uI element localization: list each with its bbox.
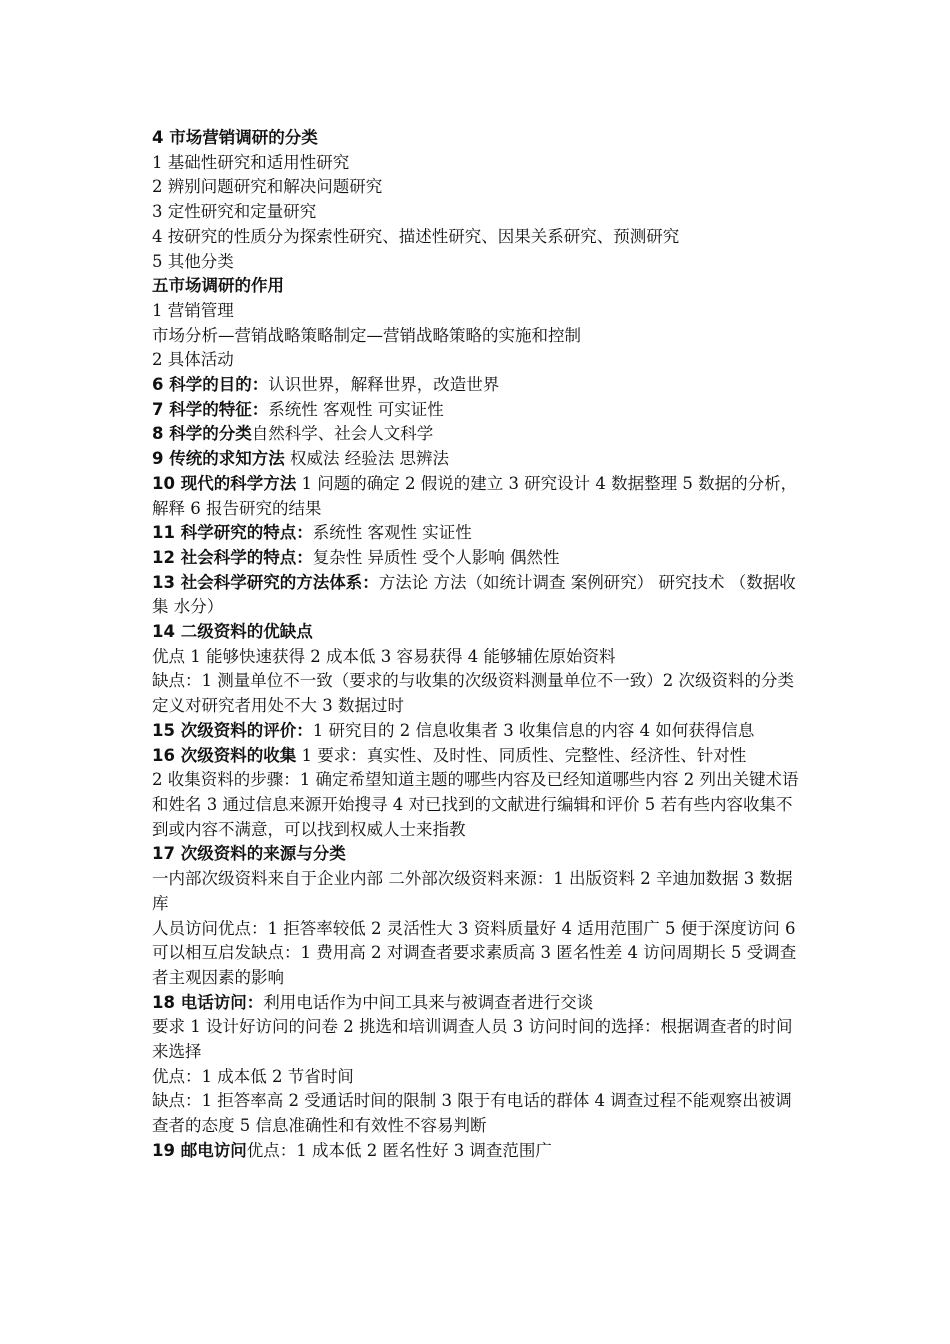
doc-line-heading: 14 二级资料的优缺点 [152, 622, 313, 642]
doc-line [152, 398, 804, 423]
doc-line-heading: 6 科学的目的： [152, 375, 269, 395]
doc-line-heading: 五市场调研的作用 [152, 276, 284, 296]
doc-line [152, 225, 804, 250]
document-body [152, 126, 804, 1164]
doc-line [152, 1015, 804, 1064]
doc-line [152, 867, 804, 916]
doc-line [152, 200, 804, 225]
doc-line-heading: 4 市场营销调研的分类 [152, 128, 318, 147]
doc-line-text: 系统性 客观性 实证性 [312, 523, 472, 543]
doc-line-text: 1 营销管理 [152, 300, 234, 320]
doc-line [152, 1089, 804, 1138]
doc-line-heading: 8 科学的分类 [152, 424, 252, 444]
doc-line-text: 缺点：1 测量单位不一致（要求的与收集的次级资料测量单位不一致）2 次级资料的分类定义对研究者用处不大 3 数据过时 [152, 671, 794, 716]
doc-line-text: 3 定性研究和定量研究 [152, 202, 317, 222]
doc-line-heading: 12 社会科学的特点： [152, 547, 313, 567]
doc-line-text: 1 研究目的 2 信息收集者 3 收集信息的内容 4 如何获得信息 [312, 720, 755, 740]
doc-line [152, 422, 804, 447]
doc-line [152, 472, 804, 521]
doc-line [152, 645, 804, 670]
doc-line-text: 2 具体活动 [152, 350, 234, 370]
doc-line [152, 719, 804, 744]
doc-line [152, 546, 804, 571]
doc-line [152, 768, 804, 842]
doc-line [152, 373, 804, 398]
doc-line [152, 324, 804, 349]
doc-line-heading: 7 科学的特征： [152, 399, 269, 419]
doc-line-heading: 15 次级资料的评价： [152, 720, 313, 740]
doc-line-text: 1 基础性研究和适用性研究 [152, 152, 350, 172]
doc-line-text: 2 收集资料的步骤：1 确定希望知道主题的哪些内容及已经知道哪些内容 2 列出关键术语和姓名 3 通过信息来源开始搜寻 4 对已找到的文献进行编辑和评价 5 若有些内容收集不到或内容不满意，可以找到权威人士来指教 [152, 770, 799, 839]
doc-line-text: 利用电话作为中间工具来与被调查者进行交谈 [263, 992, 594, 1012]
doc-line-text: 市场分析—营销战略策略制定—营销战略策略的实施和控制 [152, 325, 581, 345]
doc-line-heading: 9 传统的求知方法 [152, 449, 285, 469]
doc-line-heading: 18 电话访问： [152, 992, 264, 1012]
doc-line-text: 自然科学、社会人文科学 [251, 424, 434, 444]
doc-line [152, 250, 804, 275]
doc-line [152, 744, 804, 769]
doc-line [152, 669, 804, 718]
doc-line-heading: 19 邮电访问 [152, 1140, 247, 1160]
doc-line [152, 175, 804, 200]
doc-line-text: 2 辨别问题研究和解决问题研究 [152, 177, 383, 197]
doc-line [152, 521, 804, 546]
doc-line [152, 620, 804, 645]
doc-line-heading: 11 科学研究的特点： [152, 523, 313, 543]
doc-line-text: 认识世界，解释世界，改造世界 [268, 375, 500, 395]
doc-line [152, 126, 804, 151]
doc-line-text: 优点：1 成本低 2 匿名性好 3 调查范围广 [246, 1140, 552, 1160]
doc-line-heading: 16 次级资料的收集 [152, 745, 297, 765]
doc-line-text: 4 按研究的性质分为探索性研究、描述性研究、因果关系研究、预测研究 [152, 226, 680, 246]
doc-line [152, 571, 804, 620]
doc-line [152, 274, 804, 299]
doc-line-text: 5 其他分类 [152, 251, 234, 271]
doc-line-heading: 13 社会科学研究的方法体系： [152, 572, 379, 592]
doc-line-text: 缺点：1 拒答率高 2 受通话时间的限制 3 限于有电话的群体 4 调查过程不能观察出被调查者的态度 5 信息准确性和有效性不容易判断 [152, 1091, 792, 1136]
doc-line [152, 348, 804, 373]
doc-line-text: 优点：1 成本低 2 节省时间 [152, 1066, 354, 1086]
doc-line-text: 方法论 方法（如统计调查 案例研究） 研究技术 （数据收集 水分） [152, 572, 796, 617]
doc-line-heading: 17 次级资料的来源与分类 [152, 844, 346, 864]
doc-line-text: 要求 1 设计好访问的问卷 2 挑选和培训调查人员 3 访问时间的选择：根据调查者的时间来选择 [152, 1017, 793, 1062]
doc-line [152, 1139, 804, 1164]
doc-line [152, 151, 804, 176]
doc-line-heading: 10 现代的科学方法 [152, 473, 297, 493]
doc-line [152, 991, 804, 1016]
doc-line-text: 一内部次级资料来自于企业内部 二外部次级资料来源：1 出版资料 2 辛迪加数据 3 数据库 [152, 869, 793, 913]
doc-line [152, 917, 804, 991]
doc-line [152, 842, 804, 867]
doc-line [152, 299, 804, 324]
doc-line-text: 人员访问优点：1 拒答率较低 2 灵活性大 3 资料质量好 4 适用范围广 5 便于深度访问 6 可以相互启发缺点：1 费用高 2 对调查者要求素质高 3 匿名性差 4 访问周期长 5 受调查者主观因素的影响 [152, 918, 797, 987]
doc-line-text: 权威法 经验法 思辨法 [284, 449, 449, 469]
doc-line-text: 1 问题的确定 2 假说的建立 3 研究设计 4 数据整理 5 数据的分析，解释 6 报告研究的结果 [152, 473, 798, 518]
doc-line-text: 1 要求：真实性、及时性、同质性、完整性、经济性、针对性 [296, 745, 747, 765]
doc-line [152, 1065, 804, 1090]
doc-line-text: 系统性 客观性 可实证性 [268, 399, 444, 419]
doc-line-text: 复杂性 异质性 受个人影响 偶然性 [312, 547, 560, 567]
doc-line-text: 优点 1 能够快速获得 2 成本低 3 容易获得 4 能够辅佐原始资料 [152, 646, 616, 666]
doc-line [152, 447, 804, 472]
